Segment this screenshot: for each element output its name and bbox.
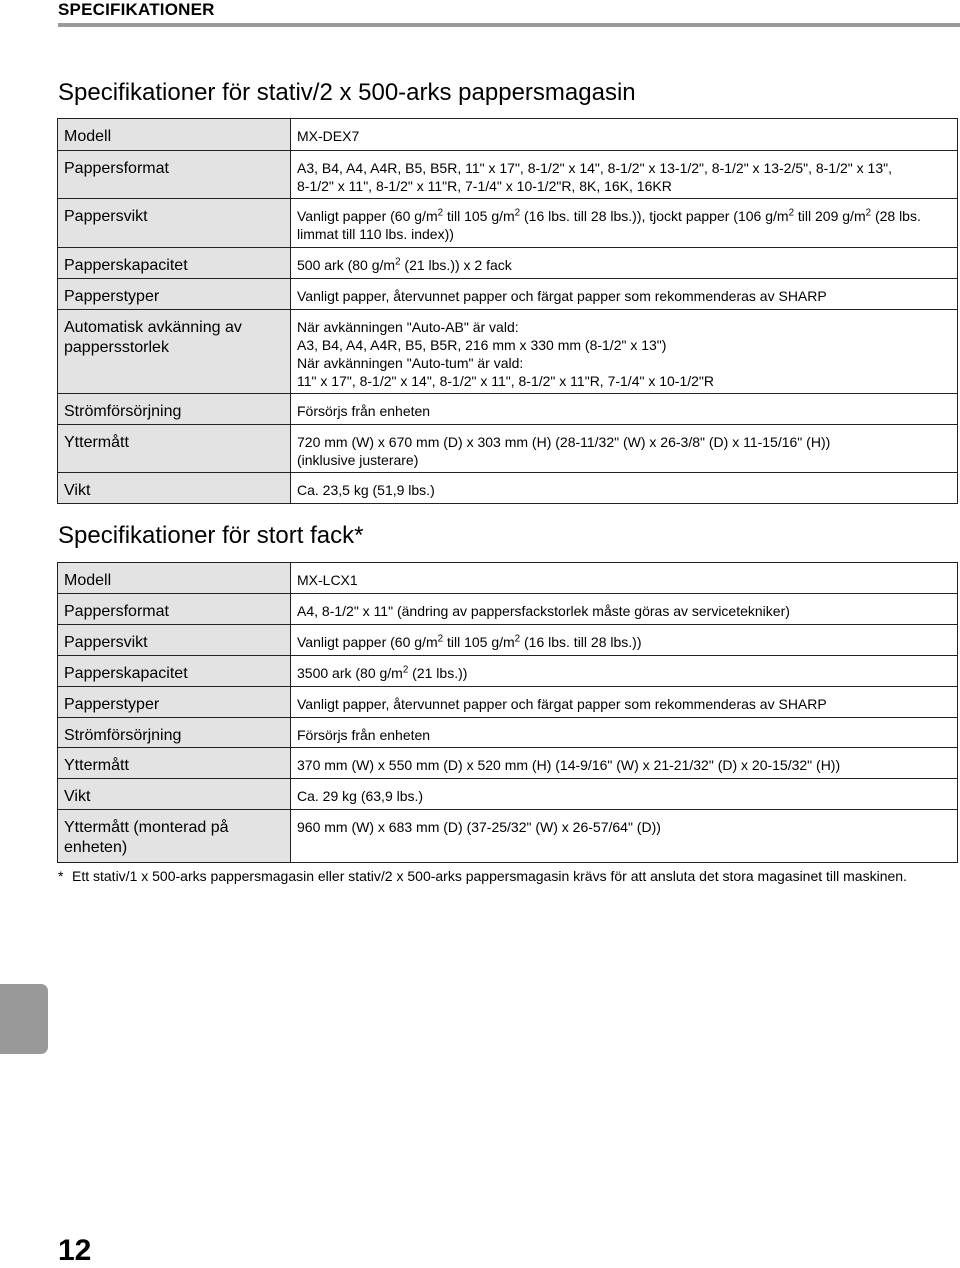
footnote-marker: * (58, 868, 64, 884)
superscript-2: 2 (437, 633, 444, 645)
spec-row-pappersvikt (58, 199, 958, 248)
spec-value-line: 500 ark (80 $g/m^2$ (21 lbs.)) x 2 fack (297, 256, 512, 273)
spec-value-line: A3, B4, A4, A4R, B5, B5R, 11" x 17", 8-1/2" x 14", 8-1/2" x 13-1/2", 8-1/2" x 13-2/5", 8-1/2" x 13", (297, 160, 892, 176)
spec-label: Modell (58, 119, 291, 151)
spec-table-large-tray (57, 562, 958, 863)
spec-row-pappersformat (58, 594, 958, 625)
superscript-2: 2 (788, 207, 795, 219)
spec-row-yttermatt-monterad (58, 810, 958, 863)
spec-value (291, 718, 958, 748)
spec-label: Papperskapacitet (58, 656, 291, 687)
running-header: SPECIFIKATIONER (58, 0, 215, 19)
spec-value (291, 779, 958, 810)
spec-label: Automatisk avkänning av pappersstorlek (58, 310, 291, 394)
spec-row-automatisk-avkanning (58, 310, 958, 394)
spec-row-modell (58, 563, 958, 594)
spec-label: Pappersformat (58, 594, 291, 625)
spec-value (291, 248, 958, 279)
page-number: 12 (58, 1234, 92, 1267)
spec-value (291, 394, 958, 425)
spec-value (291, 473, 958, 504)
spec-value-line: Ca. 23,5 kg (51,9 lbs.) (297, 482, 435, 498)
spec-row-stromforsorjning (58, 394, 958, 425)
spec-row-yttermatt (58, 425, 958, 473)
spec-label: Papperskapacitet (58, 248, 291, 279)
superscript-2: 2 (514, 633, 521, 645)
spec-label: Vikt (58, 473, 291, 504)
spec-value-line: A3, B4, A4, A4R, B5, B5R, 216 mm x 330 mm (8-1/2" x 13") (297, 337, 667, 353)
spec-label: Strömförsörjning (58, 394, 291, 425)
spec-label: Papperstyper (58, 279, 291, 310)
spec-value (291, 625, 958, 656)
footnote (58, 867, 938, 886)
spec-row-pappersformat (58, 151, 958, 199)
spec-row-papperskapacitet (58, 656, 958, 687)
superscript-2: 2 (437, 207, 444, 219)
superscript-2: 2 (865, 207, 872, 219)
spec-value (291, 310, 958, 394)
superscript-2: 2 (402, 664, 409, 676)
superscript-2: 2 (395, 256, 401, 268)
spec-value (291, 151, 958, 199)
spec-value-line: När avkänningen "Auto-AB" är vald: (297, 319, 519, 335)
chapter-thumb-tab (0, 984, 48, 1054)
spec-value (291, 748, 958, 779)
spec-table-stand (57, 118, 958, 504)
spec-value-line: Vanligt papper (60 $g/m^2$ till 105 $g/m^2$ (16 lbs. till 28 lbs.)), tjockt papper (106 $g/m^2$ till 209 $g/m^2$ (28 lbs. (297, 207, 921, 224)
spec-row-papperskapacitet (58, 248, 958, 279)
spec-label: Pappersformat (58, 151, 291, 199)
spec-label: Yttermått (58, 748, 291, 779)
spec-value (291, 563, 958, 594)
spec-row-pappersvikt (58, 625, 958, 656)
spec-value-line: 11" x 17", 8-1/2" x 14", 8-1/2" x 11", 8-1/2" x 11"R, 7-1/4" x 10-1/2"R (297, 373, 715, 389)
spec-row-papperstyper (58, 279, 958, 310)
spec-value-line: När avkänningen "Auto-tum" är vald: (297, 355, 524, 371)
section-title-stand: Specifikationer för stativ/2 x 500-arks pappersmagasin (58, 79, 636, 106)
spec-value-line: 3500 ark (80 $g/m^2$ (21 lbs.)) (297, 664, 468, 681)
spec-value-line: (inklusive justerare) (297, 452, 419, 468)
spec-value-line: Försörjs från enheten (297, 727, 431, 743)
spec-value (291, 687, 958, 718)
spec-label: Yttermått (58, 425, 291, 473)
spec-value-line: Ca. 29 kg (63,9 lbs.) (297, 788, 424, 804)
spec-row-stromforsorjning (58, 718, 958, 748)
spec-value (291, 810, 958, 863)
footnote-text: Ett stativ/1 x 500-arks pappersmagasin eller stativ/2 x 500-arks pappersmagasin krävs för att ansluta det stora magasinet till maskinen. (72, 868, 907, 884)
spec-value-line: Vanligt papper, återvunnet papper och färgat papper som rekommenderas av SHARP (297, 696, 827, 712)
spec-value-line: MX-LCX1 (297, 572, 358, 588)
spec-value-line: MX-DEX7 (297, 128, 360, 144)
spec-label: Pappersvikt (58, 199, 291, 248)
spec-value-line: limmat till 110 lbs. index)) (297, 226, 454, 242)
spec-value-line: Vanligt papper, återvunnet papper och färgat papper som rekommenderas av SHARP (297, 288, 827, 304)
spec-value (291, 594, 958, 625)
spec-label: Pappersvikt (58, 625, 291, 656)
spec-value-line: A4, 8-1/2" x 11" (ändring av pappersfackstorlek måste göras av servicetekniker) (297, 603, 790, 619)
spec-value-line: Försörjs från enheten (297, 403, 431, 419)
spec-value-line: 960 mm (W) x 683 mm (D) (37-25/32" (W) x 26-57/64" (D)) (297, 819, 661, 835)
spec-row-papperstyper (58, 687, 958, 718)
spec-row-modell (58, 119, 958, 151)
spec-label: Vikt (58, 779, 291, 810)
spec-value-line: Vanligt papper (60 $g/m^2$ till 105 $g/m^2$ (16 lbs. till 28 lbs.)) (297, 633, 642, 650)
spec-value (291, 199, 958, 248)
spec-value-line: 720 mm (W) x 670 mm (D) x 303 mm (H) (28-11/32" (W) x 26-3/8" (D) x 11-15/16" (H)) (297, 434, 831, 450)
spec-row-yttermatt (58, 748, 958, 779)
spec-value (291, 279, 958, 310)
spec-value (291, 656, 958, 687)
spec-value-line: 8-1/2" x 11", 8-1/2" x 11"R, 7-1/4" x 10-1/2"R, 8K, 16K, 16KR (297, 178, 672, 194)
spec-row-vikt (58, 473, 958, 504)
section-title-large-tray: Specifikationer för stort fack* (58, 522, 364, 549)
spec-label: Papperstyper (58, 687, 291, 718)
spec-value (291, 425, 958, 473)
header-rule (58, 23, 960, 27)
spec-label: Modell (58, 563, 291, 594)
spec-row-vikt (58, 779, 958, 810)
spec-label: Strömförsörjning (58, 718, 291, 748)
spec-label: Yttermått (monterad på enheten) (58, 810, 291, 863)
spec-value (291, 119, 958, 151)
spec-value-line: 370 mm (W) x 550 mm (D) x 520 mm (H) (14-9/16" (W) x 21-21/32" (D) x 20-15/32" (H)) (297, 757, 841, 773)
superscript-2: 2 (514, 207, 521, 219)
